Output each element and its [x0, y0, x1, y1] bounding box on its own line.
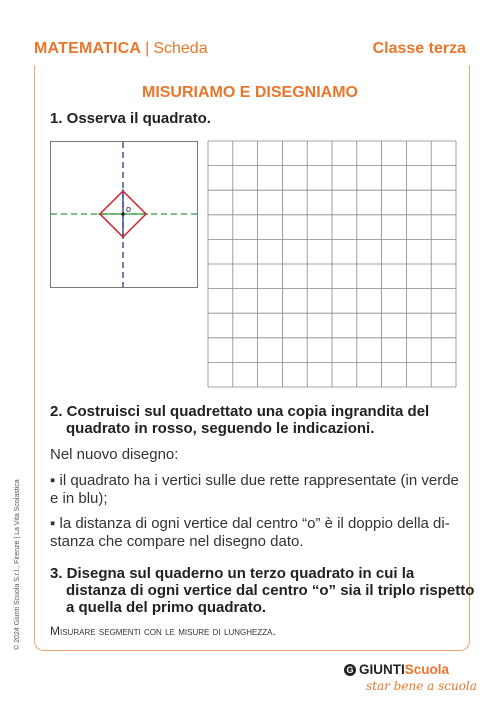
copyright-text: © 2024 Giunti Scuola S.r.l., Firenze | La Vita Scolastica: [14, 479, 21, 650]
exercise-3-line-1: 3. Disegna sul quaderno un terzo quadrato in cui la: [50, 565, 415, 582]
footer-note: Misurare segmenti con le misure di lunghezza.: [50, 624, 276, 638]
grade-label: Classe terza: [372, 40, 466, 57]
bullet-2-line-1: ▪ la distanza di ogni vertice dal centro “o” è il doppio della di-: [50, 515, 450, 532]
logo-brand: GIUNTI: [359, 662, 405, 677]
grid-svg: [207, 140, 457, 388]
sheet-kind-label: Scheda: [153, 40, 208, 57]
center-point: [121, 212, 125, 216]
header-separator: |: [145, 40, 150, 57]
page-header: [34, 40, 466, 60]
exercise-2-line-1: 2. Costruisci sul quadrettato una copia ingrandita del: [50, 403, 430, 420]
exercise-2-intro: Nel nuovo disegno:: [50, 446, 179, 463]
center-label: o: [126, 204, 132, 214]
logo-wordmark: [344, 662, 449, 677]
logo-tagline: star bene a scuola: [366, 679, 477, 693]
drawing-grid: [207, 140, 457, 393]
exercise-1-text: 1. Osserva il quadrato.: [50, 110, 211, 127]
bullet-1-line-1: ▪ il quadrato ha i vertici sulle due rette rappresentate (in verde: [50, 472, 459, 489]
giunti-g-icon: G: [344, 664, 356, 676]
exercise-3-line-3: a quella del primo quadrato.: [66, 599, 267, 616]
header-subject-group: [34, 40, 208, 58]
subject-label: MATEMATICA: [34, 40, 142, 57]
bullet-1-line-2: e in blu);: [50, 490, 108, 507]
page-title: MISURIAMO E DISEGNIAMO: [141, 84, 358, 101]
exercise-2-line-2: quadrato in rosso, seguendo le indicazioni.: [66, 420, 375, 437]
logo-brand-2: Scuola: [404, 662, 450, 677]
reference-square-drawing: [51, 142, 197, 287]
publisher-logo: [344, 662, 477, 702]
exercise-3-line-2: distanza di ogni vertice dal centro “o” sia il triplo rispetto: [66, 582, 475, 599]
reference-figure: [50, 141, 198, 288]
bullet-2-line-2: stanza che compare nel disegno dato.: [50, 533, 304, 550]
